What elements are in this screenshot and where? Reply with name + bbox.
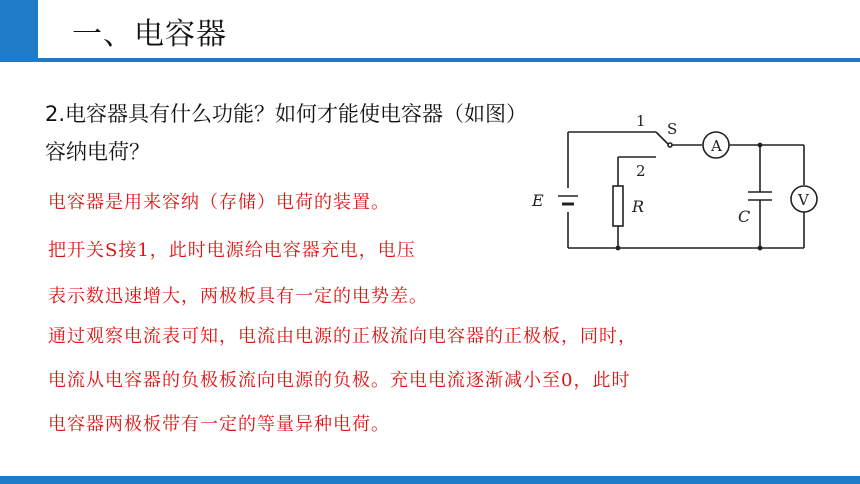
footer-bar (0, 476, 860, 484)
resistor (613, 186, 623, 226)
junction-dot (758, 246, 763, 251)
question-text (45, 95, 585, 171)
junction-dot (616, 246, 621, 251)
switch-pos-1-label: 1 (636, 112, 646, 130)
question-line-2: 容纳电荷？ (45, 140, 150, 164)
question-line-1: 2.电容器具有什么功能？如何才能使电容器（如图） (45, 102, 528, 126)
answer-line-6: 电容器两极板带有一定的等量异种电荷。 (48, 414, 390, 435)
voltmeter-label: V (798, 191, 809, 209)
answer-line-1: 电容器是用来容纳（存储）电荷的装置。 (48, 192, 390, 213)
switch-pos-2-label: 2 (636, 162, 646, 180)
header-underline (0, 58, 860, 62)
header-bar (0, 0, 860, 62)
source-label: E (532, 191, 544, 210)
answer-line-2: 把开关S接1，此时电源给电容器充电，电压 (48, 240, 416, 261)
switch-pivot (668, 143, 672, 147)
junction-dot (758, 143, 763, 148)
circuit-diagram (520, 100, 830, 260)
ammeter-label: A (711, 137, 722, 155)
answer-line-4: 通过观察电流表可知，电流由电源的正极流向电容器的正极板，同时， (48, 326, 637, 347)
switch-label: S (667, 120, 678, 138)
header-accent (0, 0, 38, 58)
capacitor-label: C (738, 207, 751, 226)
answer-line-5: 电流从电容器的负极板流向电源的负极。充电电流逐渐减小至0，此时 (48, 370, 631, 391)
section-title: 一、电容器 (72, 17, 227, 52)
resistor-label: R (632, 197, 645, 216)
answer-line-3: 表示数迅速增大，两极板具有一定的电势差。 (48, 286, 428, 307)
